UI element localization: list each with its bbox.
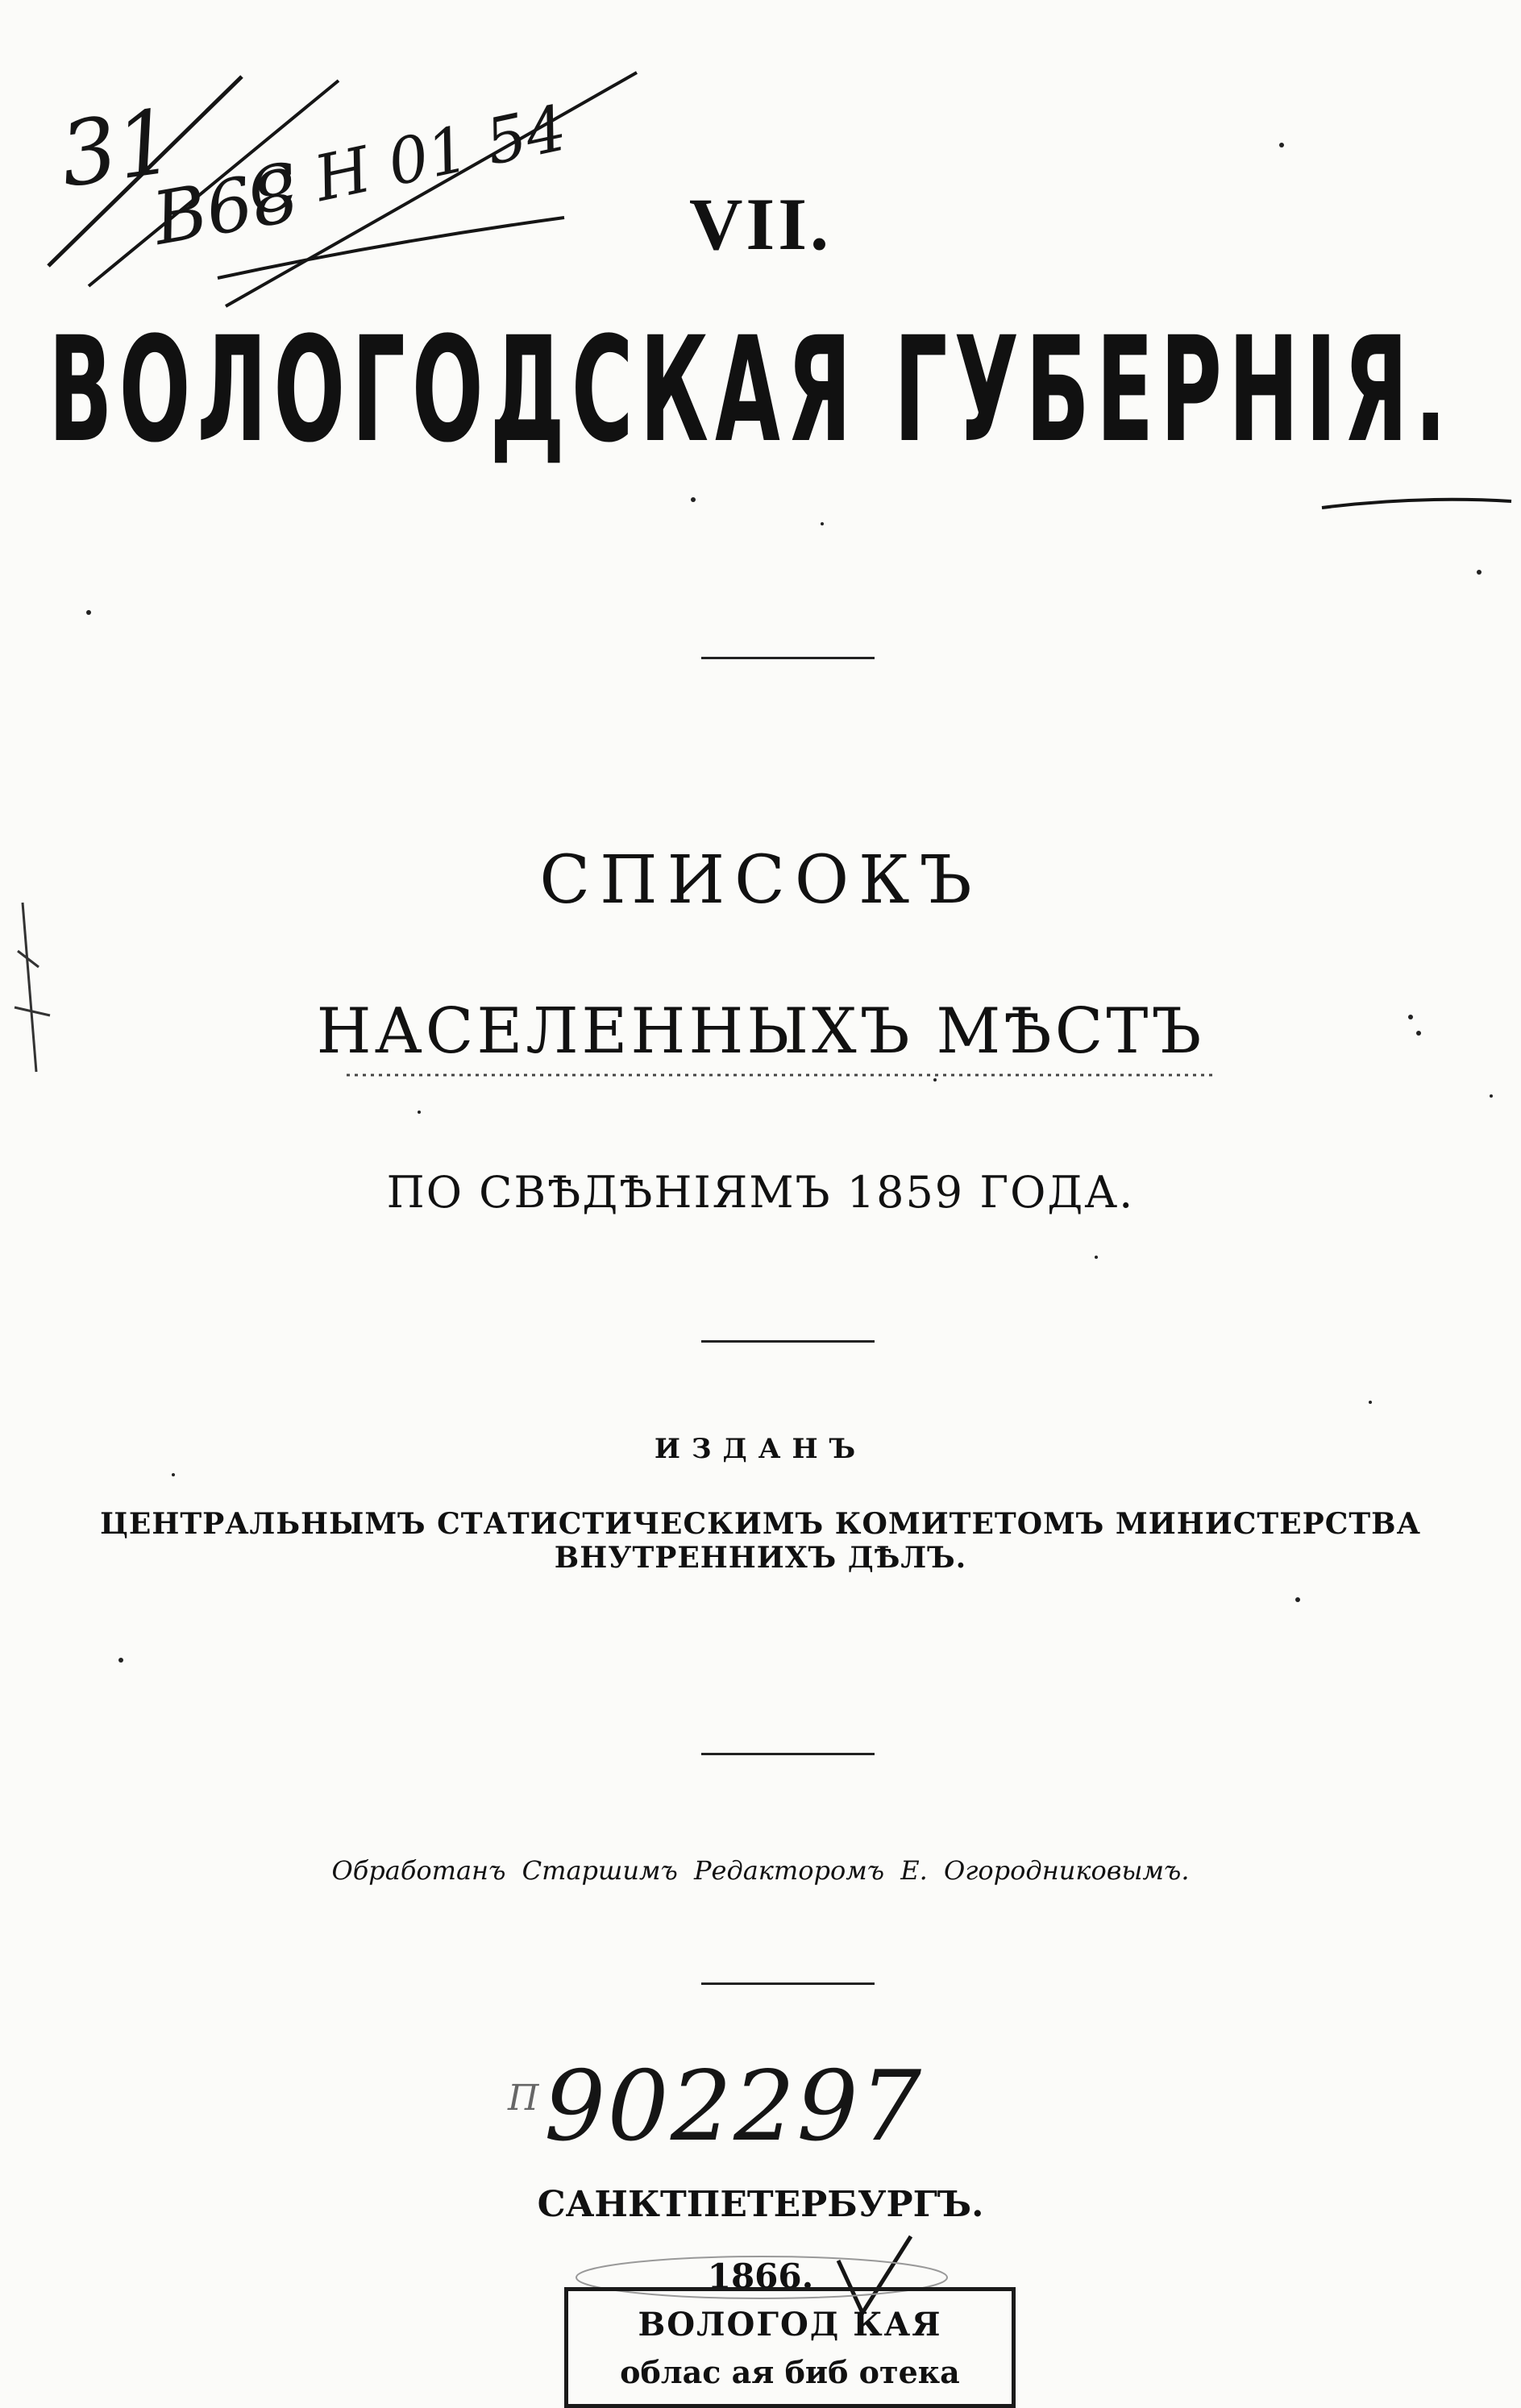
divider-2	[701, 1340, 875, 1343]
province-title-wrap	[48, 306, 1499, 475]
list-title: СПИСОКЪ	[539, 842, 982, 919]
divider-3	[701, 1753, 875, 1755]
publication-year: 1866.	[707, 2256, 814, 2296]
published-label: ИЗДАНЪ	[654, 1433, 867, 1465]
handwritten-code: B68	[147, 153, 305, 262]
list-subtitle: НАСЕЛЕННЫХЪ МѢСТЪ	[316, 995, 1205, 1068]
handwritten-shelfmark: С Н 01 54	[242, 92, 573, 230]
data-source-line: ПО СВѢДѢНІЯМЪ 1859 ГОДА.	[386, 1167, 1135, 1218]
inventory-number: 902297	[544, 2051, 924, 2163]
title-flourish	[1322, 500, 1511, 508]
inventory-prefix: П	[508, 2078, 539, 2119]
publication-city: САНКТПЕТЕРБУРГЪ.	[537, 2184, 984, 2225]
handwritten-number: 31	[53, 89, 181, 208]
divider-1	[701, 657, 875, 659]
publisher-line: ЦЕНТРАЛЬНЫМЪ СТАТИСТИЧЕСКИМЪ КОМИТЕТОМЪ МИНИСТЕРСТВА ВНУТРЕННИХЪ ДѢЛЪ.	[100, 1507, 1421, 1575]
editor-credit: Обработанъ Старшимъ Редакторомъ Е. Огородниковымъ.	[331, 1855, 1190, 1886]
library-stamp	[564, 2287, 1016, 2408]
stamp-line-1: ВОЛОГОД КАЯ	[638, 2306, 942, 2344]
divider-4	[701, 1982, 875, 1985]
stamp-line-2: облас ая биб отека	[620, 2354, 960, 2390]
volume-number: VII.	[688, 183, 833, 265]
province-title: ВОЛОГОДСКАЯ ГУБЕРНІЯ.	[48, 306, 1453, 475]
